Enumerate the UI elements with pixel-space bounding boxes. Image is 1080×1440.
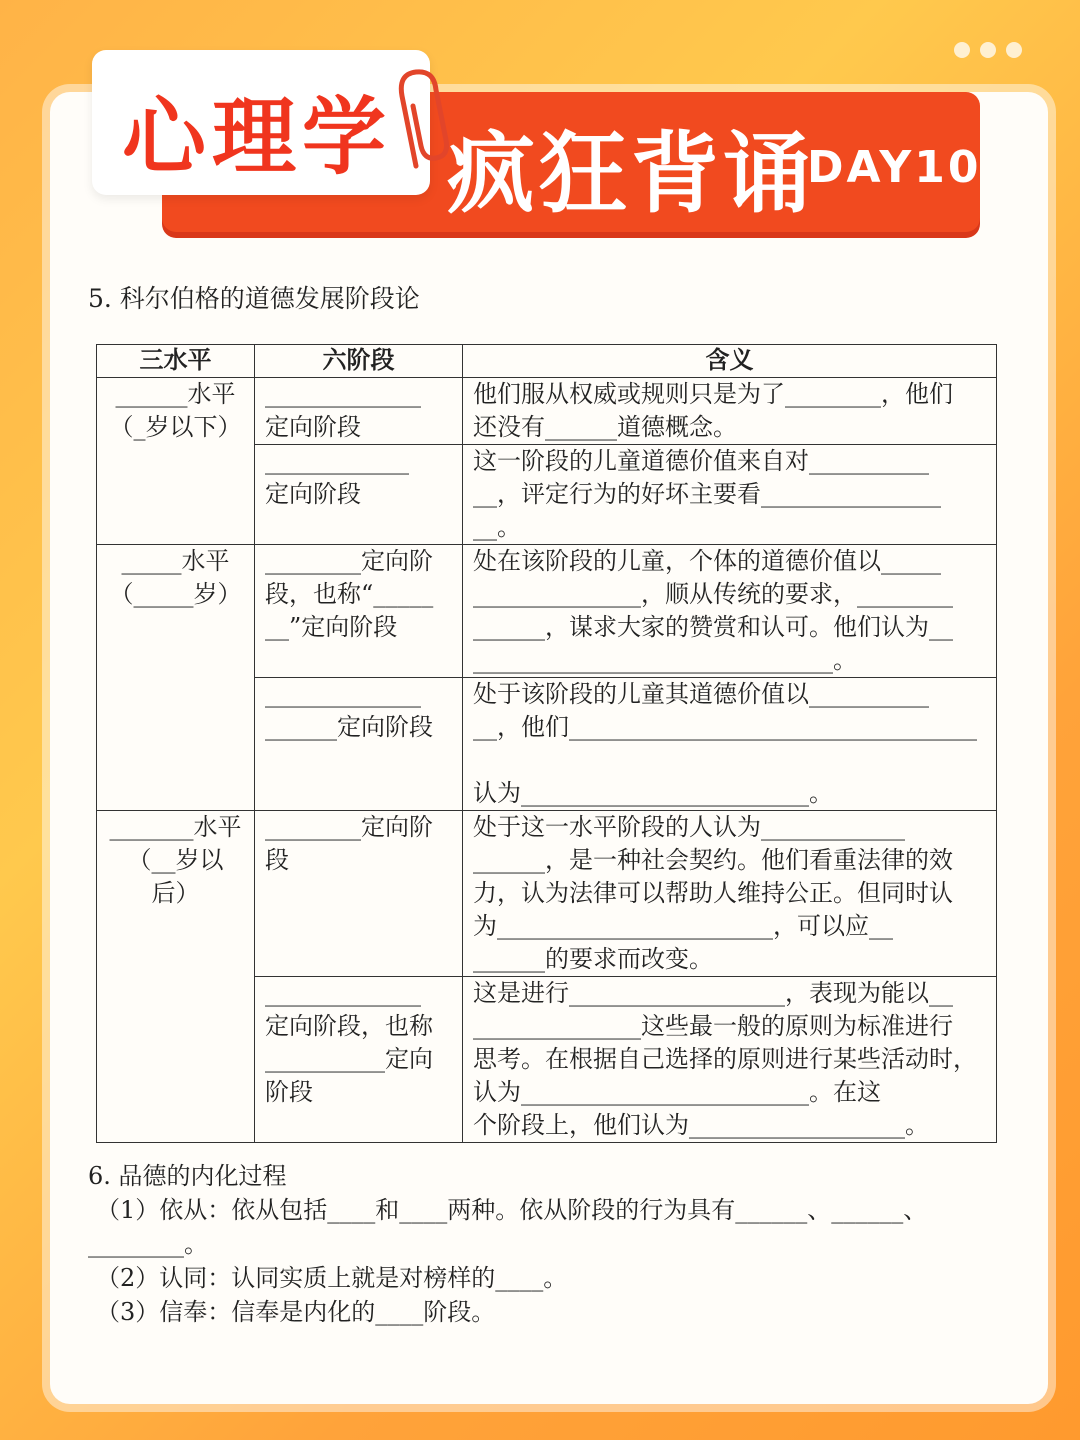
level-cell-3: _______水平 （__岁以 后） xyxy=(97,811,255,1143)
meaning-cell-5: 处于这一水平阶段的人认为____________ ______，是一种社会契约。他们看重法律的效 力，认为法律可以帮助人维持公正。但同时认 为_______________________，可以应__ ______的要求而改变。 xyxy=(463,811,997,977)
list-item: ________。 xyxy=(88,1230,208,1258)
stage-cell-6: _____________ 定向阶段，也称 __________定向 阶段 xyxy=(255,977,463,1143)
col-header-levels: 三水平 xyxy=(97,345,255,378)
title-main: 疯狂背诵 xyxy=(447,122,816,225)
table-row xyxy=(97,545,997,678)
section6-title: 6. 品德的内化过程 xyxy=(88,1162,287,1190)
title-subject: 心理学 xyxy=(122,88,393,186)
kohlberg-table xyxy=(96,344,997,1143)
stage-cell-1: _____________ 定向阶段 xyxy=(255,378,463,445)
meaning-cell-3: 处在该阶段的儿童，个体的道德价值以_____ ______________，顺从传统的要求，________ ______，谋求大家的赞赏和认可。他们认为__ ______________________________。 xyxy=(463,545,997,678)
list-item: （3）信奉：信奉是内化的____阶段。 xyxy=(96,1298,496,1326)
section6 xyxy=(88,1159,1003,1329)
section5-title: 5. 科尔伯格的道德发展阶段论 xyxy=(88,284,420,313)
stage-cell-3: ________定向阶 段，也称“_____ __”定向阶段 xyxy=(255,545,463,678)
paperclip-icon xyxy=(394,66,454,176)
list-item: （2）认同：认同实质上就是对榜样的____。 xyxy=(96,1264,568,1292)
meaning-cell-2: 这一阶段的儿童道德价值来自对__________ __，评定行为的好坏主要看_______________ __。 xyxy=(463,445,997,545)
meaning-cell-6: 这是进行__________________，表现为能以__ ______________这些最一般的原则为标准进行 思考。在根据自己选择的原则进行某些活动时， 认为________________________。在这 个阶段上，他们认为__________________。 xyxy=(463,977,997,1143)
meaning-cell-4: 处于该阶段的儿童其道德价值以__________ __，他们__________________________________ 认为________________________。 xyxy=(463,678,997,811)
stage-cell-5: ________定向阶 段 xyxy=(255,811,463,977)
dot-1 xyxy=(954,42,970,58)
main-content xyxy=(88,282,1003,1329)
level-cell-1: ______水平 （_岁以下） xyxy=(97,378,255,545)
list-item: （1）依从：依从包括____和____两种。依从阶段的行为具有______、______、 xyxy=(96,1196,928,1224)
stage-cell-2: ____________ 定向阶段 xyxy=(255,445,463,545)
dot-2 xyxy=(980,42,996,58)
meaning-cell-1: 他们服从权威或规则只是为了________，他们 还没有______道德概念。 xyxy=(463,378,997,445)
table-header-row xyxy=(97,345,997,378)
col-header-stages: 六阶段 xyxy=(255,345,463,378)
day-label: DAY10 xyxy=(807,142,982,193)
table-row xyxy=(97,378,997,445)
level-cell-2: _____水平 （_____岁） xyxy=(97,545,255,811)
stage-cell-4: _____________ ______定向阶段 xyxy=(255,678,463,811)
title-tag xyxy=(92,50,430,195)
table-row xyxy=(97,811,997,977)
dot-3 xyxy=(1006,42,1022,58)
col-header-meaning: 含义 xyxy=(463,345,997,378)
decorative-dots xyxy=(954,42,1022,58)
